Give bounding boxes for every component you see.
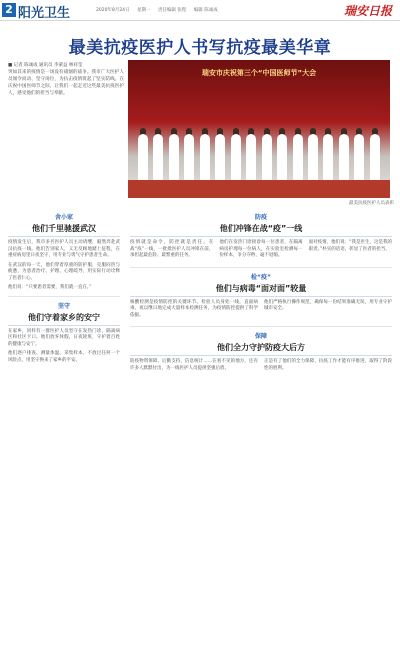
ceremony-photo [128,60,390,198]
paragraph: 他们说：“只要患者需要，我们就一直在。” [8,285,92,290]
text-column [264,359,392,375]
text-column [130,359,258,375]
person-figure [184,134,194,180]
section-tag: 保障 [254,333,267,340]
paragraph: 他们在发热门诊接诊每一位患者，在隔离病房护理每一位病人，在实验室检测每一份样本，争分夺秒，毫不退缩。 [219,240,303,258]
section-header-left2 [8,301,120,326]
section-tag: 舍小家 [54,214,73,221]
person-figure [138,134,148,180]
paragraph: 在家乡，同样有一群医护人员坚守在发热门诊、隔离病区和社区卡口。他们放弃休假，日夜轮班，守护着百姓的健康与安宁。 [8,328,120,347]
photo-caption: 最美抗疫医护人员表彰 [349,201,394,206]
person-figure [339,134,349,180]
person-figure [215,134,225,180]
person-figure [153,134,163,180]
section-title: 他们与病毒“面对面”较量 [130,281,392,297]
newspaper-logo: 瑞安日报 [343,4,392,18]
person-figure [200,134,210,180]
paragraph: 疫情就是命令，防控就是责任。在战“疫”一线，一批批医护人员冲锋在前，承担起最危险、最繁重的任务。 [130,240,214,258]
section-header-right3 [130,331,392,356]
photo-people [138,120,380,180]
section-title: 他们全力守护防疫大后方 [130,340,392,356]
paragraph: 核酸检测是疫情防控的关键环节。检验人员身处一线，直面病毒，夜以继日地完成大量样本检测任务，为疫情防控提供了科学依据。 [130,299,258,318]
text-column [219,240,302,263]
right-column [130,208,392,375]
chief-editor: 责任编辑 张程 [157,8,187,13]
article-body-right1 [130,240,392,263]
person-figure [262,134,272,180]
paragraph: 防疫物资保障、后勤支持、信息统计……在看不见的地方，还有许多人默默付出，为一线医护人员提供坚强后盾。 [130,359,258,371]
page-number: 2 [2,3,16,17]
paragraph: 面对疫情，他们说：“我是医生，这是我的职责。”朴实的话语，彰显了医者的担当。 [308,240,392,252]
section-tag: 检“疫” [251,273,271,281]
paragraph: 他们逐户排查、测量体温、采集样本，不放过任何一个风险点，用坚守换来了家乡的平安。 [8,351,120,363]
person-figure [246,134,256,180]
left-column [8,208,120,367]
lead-byline: ■ 记者 陈诚成 通讯员 李蒙益 林祥莹 [8,63,83,68]
divider [8,296,120,297]
paragraph: 疫情发生后，我市多名医护人员主动请缨，毅然奔赴武汉抗疫一线。他们告别家人，义无反顾地踏上征程，在重症病房里日夜坚守，用专业与勇气守护患者生命。 [8,240,120,258]
section-title: 他们千里驰援武汉 [8,221,120,237]
divider [130,326,392,327]
divider [130,267,392,268]
paragraph: 正是有了他们的全力保障，抗疫工作才能有序推进，取得了阶段性的胜利。 [264,359,392,371]
section-header-left1 [8,212,120,237]
paragraph: 在武汉的每一天，他们穿着厚重的防护服，克服闷热与疲惫，为患者治疗、护理、心理疏导，用实际行动诠释了医者仁心。 [8,262,120,281]
section-name: 阳光卫生 [18,6,71,21]
text-column [264,300,392,323]
section-tag: 防疫 [254,214,267,221]
paragraph: 他们严格执行操作规范，确保每一份结果准确无误，用专业守护城市安全。 [264,299,392,311]
issue-date: 2020年8月24日 [96,8,130,13]
masthead-meta [96,7,224,13]
person-figure [293,134,303,180]
article-body-left1 [8,240,120,292]
person-figure [277,134,287,180]
lead-paragraph: 突如其来的疫情是一场没有硝烟的战争。我市广大医护人员闻令而动、坚守岗位，为抗击疫情筑起了坚实防线。在庆祝中国医师节之际，让我们一起走近这些最美抗疫医护人，感受他们的担当与奉献。 [8,70,124,96]
person-figure [231,134,241,180]
person-figure [323,134,333,180]
text-column [130,240,213,263]
article-body-left2 [8,329,120,365]
masthead [0,0,400,21]
person-figure [308,134,318,180]
person-figure [169,134,179,180]
article-body-right2 [130,300,392,323]
article-body-right3 [130,359,392,375]
person-figure [354,134,364,180]
text-column [130,300,258,323]
photo-stage [128,180,390,198]
photo-banner: 瑞安市庆祝第三个“中国医师节”大会 [201,69,317,77]
weekday: 星期一 [136,8,151,13]
text-column [309,240,392,263]
section-header-right2 [130,272,392,297]
person-figure [370,134,380,180]
section-title: 他们守着家乡的安宁 [8,310,120,326]
section-header-right1 [130,212,392,237]
page-headline: 最美抗疫医护人书写抗疫最美华章 [68,38,332,58]
editor: 编辑 陈诚成 [193,8,218,13]
section-tag: 坚守 [57,302,70,310]
section-title: 他们冲锋在战“疫”一线 [130,221,392,237]
